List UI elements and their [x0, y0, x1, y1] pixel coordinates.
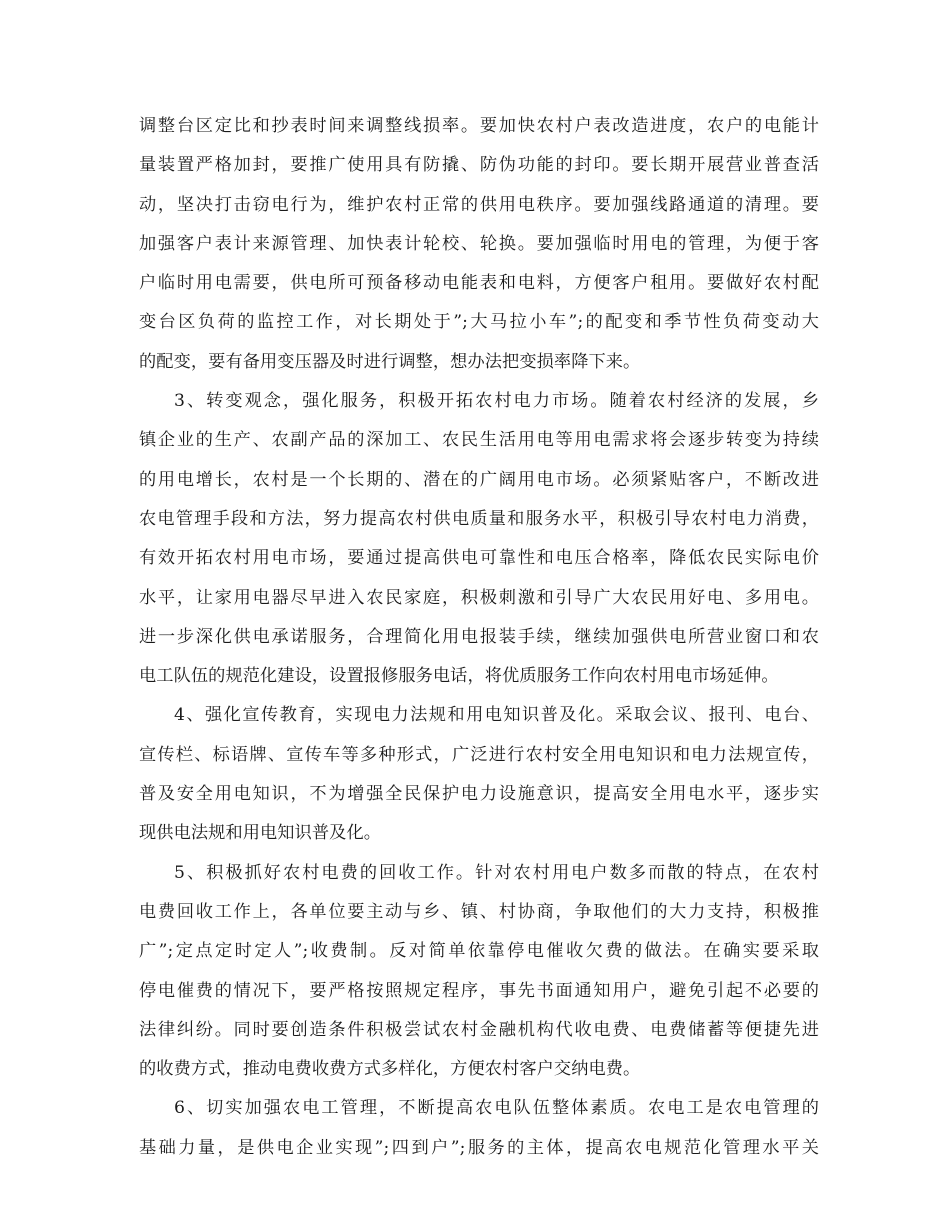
text-line: 基础力量，是供电企业实现”;四到户”;服务的主体，提高农电规范化管理水平关	[139, 1137, 819, 1158]
text-line: 镇企业的生产、农副产品的深加工、农民生活用电等用电需求将会逐步转变为持续	[139, 430, 819, 451]
body-text	[139, 107, 819, 1168]
text-line: 广”;定点定时定人”;收费制。反对简单依靠停电催收欠费的做法。在确实要采取	[139, 941, 819, 962]
text-line: 的用电增长，农村是一个长期的、潜在的广阔用电市场。必须紧贴客户，不断改进	[139, 469, 819, 490]
paragraph-heading-5: 5、积极抓好农村电费的回收工作。针对农村用电户数多而散的特点，在农村	[174, 862, 819, 883]
paragraph-heading-6: 6、切实加强农电工管理，不断提高农电队伍整体素质。农电工是农电管理的	[174, 1098, 819, 1119]
text-line: 的收费方式，推动电费收费方式多样化，方便农村客户交纳电费。	[139, 1059, 641, 1080]
paragraph-heading-4: 4、强化宣传教育，实现电力法规和用电知识普及化。采取会议、报刊、电台、	[174, 705, 819, 726]
paragraph-heading-3: 3、转变观念，强化服务，积极开拓农村电力市场。随着农村经济的发展，乡	[174, 391, 819, 412]
text-line: 电工队伍的规范化建设，设置报修服务电话，将优质服务工作向农村用电市场延伸。	[139, 666, 779, 687]
text-line: 法律纠纷。同时要创造条件积极尝试农村金融机构代收电费、电费储蓄等便捷先进	[139, 1019, 819, 1040]
text-line: 量装置严格加封，要推广使用具有防撬、防伪功能的封印。要长期开展营业普查活	[139, 155, 819, 176]
text-line: 调整台区定比和抄表时间来调整线损率。要加快农村户表改造进度，农户的电能计	[139, 116, 819, 136]
text-line: 水平，让家用电器尽早进入农民家庭，积极刺激和引导广大农民用好电、多用电。	[139, 587, 819, 608]
text-line: 农电管理手段和方法，努力提高农村供电质量和服务水平，积极引导农村电力消费，	[139, 508, 819, 529]
text-line: 宣传栏、标语牌、宣传车等多种形式，广泛进行农村安全用电知识和电力法规宣传，	[139, 744, 819, 765]
text-line: 有效开拓农村用电市场，要通过提高供电可靠性和电压合格率，降低农民实际电价	[139, 548, 819, 569]
text-line: 的配变，要有备用变压器及时进行调整，想办法把变损率降下来。	[139, 351, 641, 372]
text-line: 现供电法规和用电知识普及化。	[139, 823, 382, 844]
text-line: 进一步深化供电承诺服务，合理简化用电报装手续，继续加强供电所营业窗口和农	[139, 626, 819, 647]
text-line: 电费回收工作上，各单位要主动与乡、镇、村协商，争取他们的大力支持，积极推	[139, 901, 819, 922]
text-line: 普及安全用电知识，不为增强全民保护电力设施意识，提高安全用电水平，逐步实	[139, 784, 819, 805]
text-line: 加强客户表计来源管理、加快表计轮校、轮换。要加强临时用电的管理，为便于客	[139, 233, 819, 254]
text-line: 停电催费的情况下，要严格按照规定程序，事先书面通知用户，避免引起不必要的	[139, 980, 819, 1001]
text-line: 变台区负荷的监控工作，对长期处于”;大马拉小车”;的配变和季节性负荷变动大	[139, 312, 819, 333]
text-line: 动，坚决打击窃电行为，维护农村正常的供用电秩序。要加强线路通道的清理。要	[139, 194, 819, 215]
text-line: 户临时用电需要，供电所可预备移动电能表和电料，方便客户租用。要做好农村配	[139, 273, 819, 294]
